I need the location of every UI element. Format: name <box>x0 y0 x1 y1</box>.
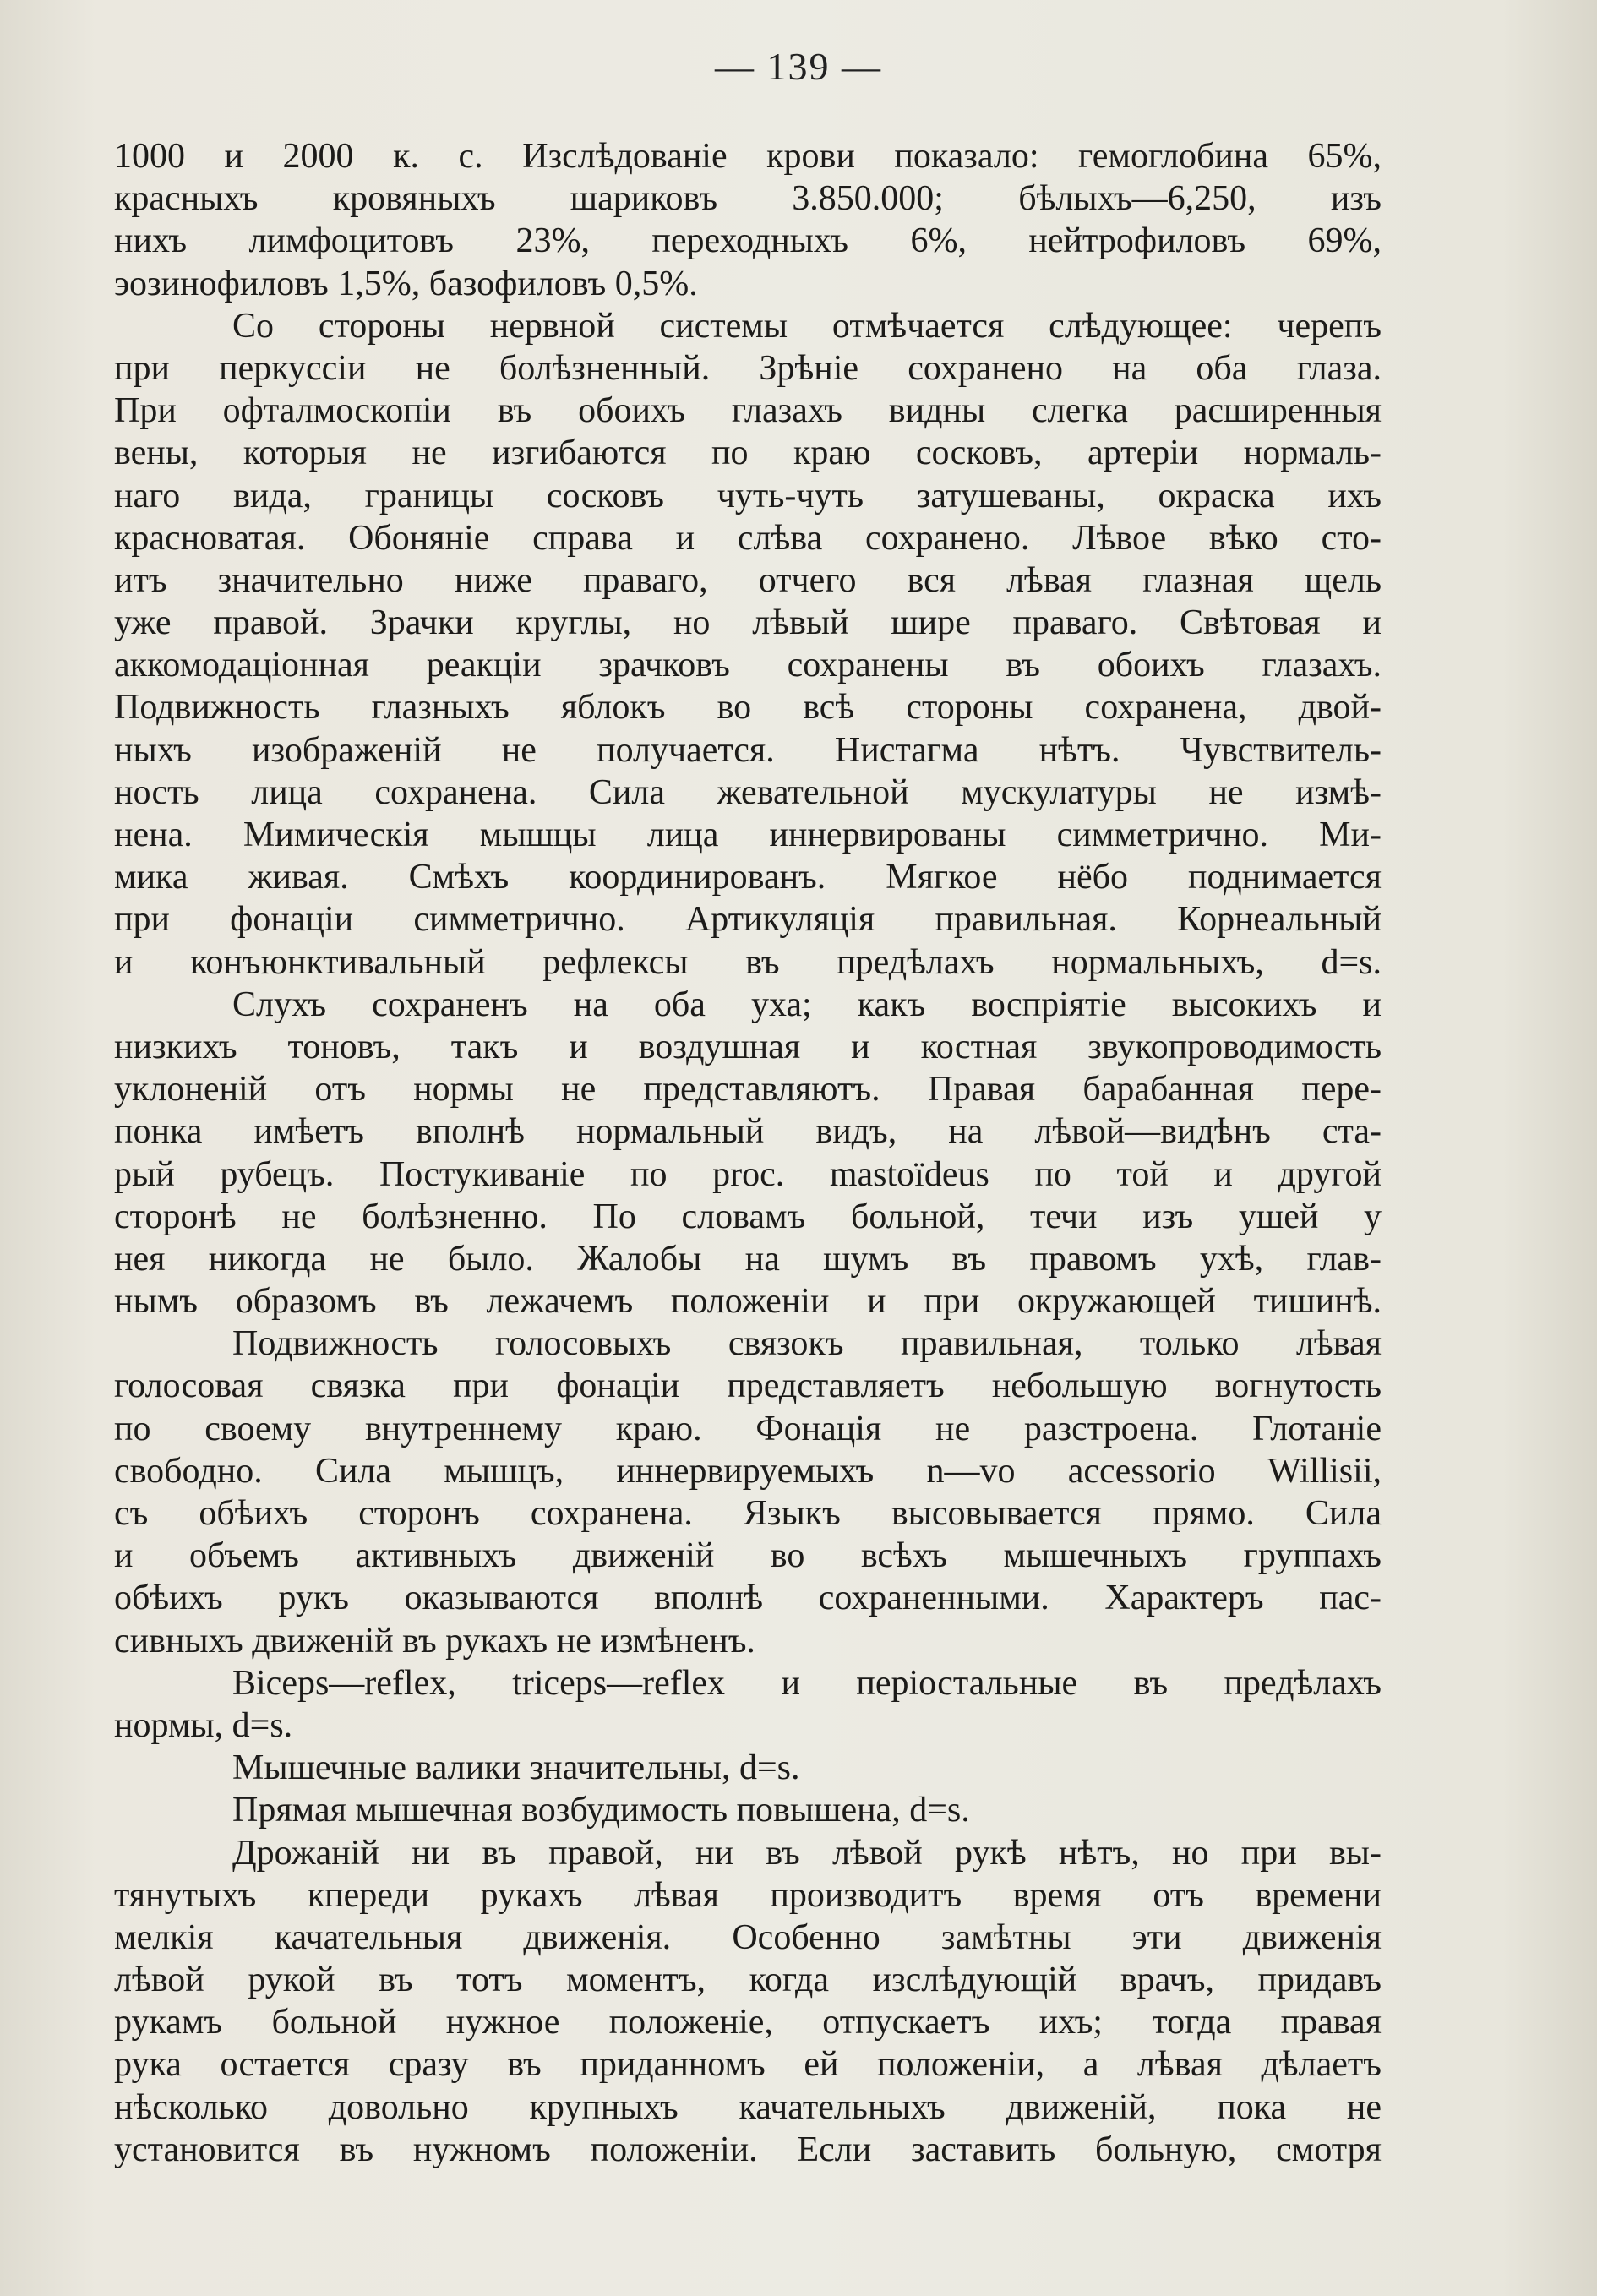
text-line: при перкуссіи не болѣзненный. Зрѣніе сохранено на оба глаза. <box>114 348 1382 388</box>
text-line: Прямая мышечная возбудимость повышена, d=s. <box>232 1791 970 1830</box>
text-line: установится въ нужномъ положеніи. Если заставить больную, смотря <box>114 2130 1382 2169</box>
text-line: свободно. Сила мышцъ, иннервируемыхъ n—vo accessorio Willisii, <box>114 1451 1382 1491</box>
text-line: Мышечные валики значительны, d=s. <box>232 1748 800 1788</box>
text-line: нена. Мимическія мышцы лица иннервированы симметрично. Ми- <box>114 815 1382 854</box>
text-line: уже правой. Зрачки круглы, но лѣвый шире праваго. Свѣтовая и <box>114 603 1382 643</box>
text-line: Дрожаній ни въ правой, ни въ лѣвой рукѣ нѣтъ, но при вы- <box>232 1833 1382 1873</box>
text-line: мика живая. Смѣхъ координированъ. Мягкое нёбо поднимается <box>114 858 1382 897</box>
text-line: При офталмоскопіи въ обоихъ глазахъ видны слегка расширенныя <box>114 391 1382 431</box>
text-line: при фонаціи симметрично. Артикуляція правильная. Корнеальный <box>114 900 1382 940</box>
text-line: вены, которыя не изгибаются по краю сосковъ, артеріи нормаль- <box>114 434 1382 473</box>
text-line: 1000 и 2000 к. с. Изслѣдованіе крови показало: гемоглобина 65%, <box>114 137 1382 176</box>
text-line: Слухъ сохраненъ на оба уха; какъ воспріятіе высокихъ и <box>232 984 1382 1024</box>
text-line: съ обѣихъ сторонъ сохранена. Языкъ высовывается прямо. Сила <box>114 1494 1382 1533</box>
text-line: нихъ лимфоцитовъ 23%, переходныхъ 6%, нейтрофиловъ 69%, <box>114 221 1382 261</box>
text-line: рукамъ больной нужное положеніе, отпускаетъ ихъ; тогда правая <box>114 2003 1382 2042</box>
text-line: сторонѣ не болѣзненно. По словамъ больной, течи изъ ушей у <box>114 1197 1382 1236</box>
text-line: ныхъ изображеній не получается. Нистагма нѣтъ. Чувствитель- <box>114 730 1382 770</box>
text-line: голосовая связка при фонаціи представляетъ небольшую вогнутость <box>114 1366 1382 1406</box>
text-line: Подвижность глазныхъ яблокъ во всѣ стороны сохранена, двой- <box>114 688 1382 728</box>
text-line: рука остается сразу въ приданномъ ей положеніи, а лѣвая дѣлаетъ <box>114 2045 1382 2085</box>
text-line: мелкія качательныя движенія. Особенно замѣтны эти движенія <box>114 1917 1382 1957</box>
text-line: ность лица сохранена. Сила жевательной мускулатуры не измѣ- <box>114 772 1382 812</box>
text-line: наго вида, границы сосковъ чуть-чуть затушеваны, окраска ихъ <box>114 476 1382 515</box>
text-line: уклоненій отъ нормы не представляютъ. Правая барабанная пере- <box>114 1070 1382 1110</box>
text-line: итъ значительно ниже праваго, отчего вся лѣвая глазная щель <box>114 560 1382 600</box>
text-line: лѣвой рукой въ тотъ моментъ, когда изслѣдующій врачъ, придавъ <box>114 1961 1382 2000</box>
text-line: эозинофиловъ 1,5%, базофиловъ 0,5%. <box>114 264 698 303</box>
text-line: сивныхъ движеній въ рукахъ не измѣненъ. <box>114 1621 755 1661</box>
text-line: рый рубецъ. Постукиваніе по proc. mastoïdeus по той и другой <box>114 1154 1382 1194</box>
page-number: — 139 — <box>715 45 882 88</box>
text-line: и объемъ активныхъ движеній во всѣхъ мышечныхъ группахъ <box>114 1536 1382 1576</box>
text-line: красныхъ кровяныхъ шариковъ 3.850.000; бѣлыхъ—6,250, изъ <box>114 179 1382 219</box>
text-line: нымъ образомъ въ лежачемъ положеніи и при окружающей тишинѣ. <box>114 1282 1382 1322</box>
text-line: Со стороны нервной системы отмѣчается слѣдующее: черепъ <box>232 306 1382 346</box>
text-line: понка имѣетъ вполнѣ нормальный видъ, на лѣвой—видѣнъ ста- <box>114 1112 1382 1152</box>
text-line: обѣихъ рукъ оказываются вполнѣ сохраненными. Характеръ пас- <box>114 1579 1382 1618</box>
text-line: нормы, d=s. <box>114 1705 293 1745</box>
text-line: нѣсколько довольно крупныхъ качательныхъ движеній, пока не <box>114 2087 1382 2127</box>
text-line: низкихъ тоновъ, такъ и воздушная и костная звукопроводимость <box>114 1027 1382 1066</box>
body-text <box>114 135 1382 2171</box>
text-line: тянутыхъ кпереди рукахъ лѣвая производитъ время отъ времени <box>114 1875 1382 1915</box>
text-line: по своему внутреннему краю. Фонація не разстроена. Глотаніе <box>114 1409 1382 1448</box>
text-line: и конъюнктивальный рефлексы въ предѣлахъ нормальныхъ, d=s. <box>114 942 1382 982</box>
text-line: аккомодаціонная реакціи зрачковъ сохранены въ обоихъ глазахъ. <box>114 646 1382 685</box>
text-line: Подвижность голосовыхъ связокъ правильная, только лѣвая <box>232 1324 1382 1364</box>
text-line: Biceps—reflex, triceps—reflex и періостальные въ предѣлахъ <box>232 1663 1382 1703</box>
text-line: красноватая. Обоняніе справа и слѣва сохранено. Лѣвое вѣко сто- <box>114 518 1382 558</box>
text-line: нея никогда не было. Жалобы на шумъ въ правомъ ухѣ, глав- <box>114 1239 1382 1279</box>
